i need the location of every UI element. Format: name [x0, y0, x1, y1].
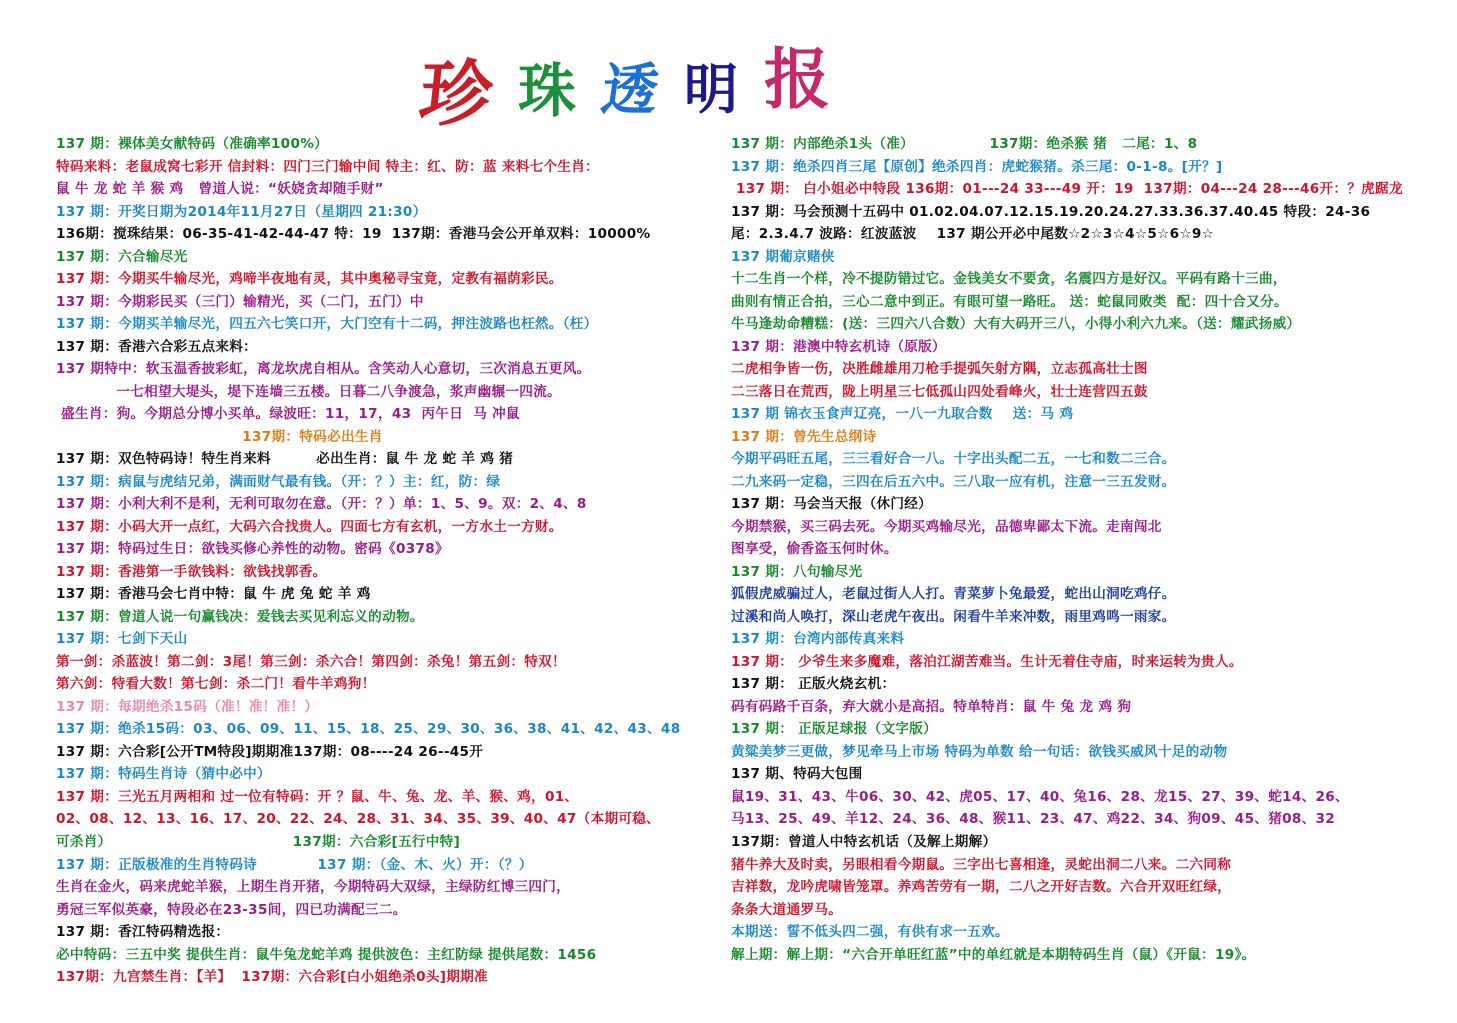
right-text-line: 137 期： 正版足球报（文字版） [731, 721, 938, 738]
right-text-line: 码有码路千百条，弃大就小是高招。特单特肖：鼠 牛 兔 龙 鸡 狗 [731, 698, 1132, 715]
left-text-line: 盛生肖：狗。今期总分博小买单。绿波旺：11，17，43 丙午日 马 冲鼠 [56, 406, 520, 423]
left-text-line: 137 期：开奖日期为2014年11月27日（星期四 21:30） [56, 203, 427, 220]
left-text-line: 勇冠三军似英豪，特段必在23-35间，四已功满配三二。 [56, 901, 407, 918]
left-text-line: 137 期：香港六合彩五点来料： [56, 338, 258, 355]
right-text-line: 黄粱美梦三更做，梦见牵马上市场 特码为单数 给一句话：欲钱买威风十足的动物 [731, 743, 1228, 760]
title-char-3: 透 [597, 57, 663, 123]
left-column [56, 133, 756, 989]
right-text-line: 137 期：八句输尽光 [731, 563, 863, 580]
left-text-line: 137期：九宫禁生肖：【羊】 137期：六合彩[白小姐绝杀0头]期期准 [56, 969, 488, 986]
right-text-line: 条条大道通罗马。 [731, 901, 843, 918]
right-text-line: 解上期：解上期：“六合开单旺红蓝”中的单红就是本期特码生肖（鼠）《开鼠：19》。 [731, 946, 1256, 963]
title-char-2: 珠 [518, 57, 577, 125]
left-text-line: 137 期：病鼠与虎结兄弟，满面财气最有钱。（开：？）主：红，防：绿 [56, 473, 501, 490]
right-text-line: 狐假虎威骗过人，老鼠过街人人打。青菜萝卜兔最爱，蛇出山洞吃鸡仔。 [731, 586, 1176, 603]
right-text-line: 十二生肖一个样，冷不提防错过它。金钱美女不要贪，名震四方是好汉。平码有路十三曲， [731, 271, 1287, 288]
left-text-line: 137 期：今期买牛输尽光，鸡啼半夜地有灵，其中奥秘寻宝竟，定教有福荫彩民。 [56, 271, 563, 288]
left-text-line: 可杀肖） 137期：六合彩[五行中特] [56, 833, 461, 850]
right-text-line: 本期送：誓不低头四二强，有供有求一五欢。 [731, 924, 1009, 941]
left-text-line: 137 期：今期买羊输尽光，四五六七笑口开，大门空有十二码，押注波路也枉然。（枉） [56, 316, 598, 333]
left-text-line: 137 期：六合输尽光 [56, 248, 188, 265]
left-text-line: 137 期特中：软玉温香披彩虹，离龙坎虎自相从。含笑动人心意切，三次消息五更风。 [56, 361, 591, 378]
right-text-line: 137 期、特码大包围 [731, 766, 863, 783]
left-text-line: 137 期：七剑下天山 [56, 631, 188, 648]
left-text-line: 137 期：每期绝杀15码（准！准！准！） [56, 698, 319, 715]
right-text-line: 吉祥数，龙吟虎啸皆笼罩。养鸡苦劳有一期，二八之开好吉数。六合开双旺红绿， [731, 879, 1232, 896]
right-text-line: 鼠19、31、43、牛06、30、42、虎05、17、40、兔16、28、龙15、27、39、蛇14、26、 [731, 788, 1349, 805]
right-text-line: 137 期 锦衣玉食声辽亮，一八一九取合数 送：马 鸡 [731, 406, 1074, 423]
right-text-line: 今期禁猴，买三码去死。今期买鸡输尽光，品德卑鄙太下流。走南闯北 [731, 518, 1162, 535]
right-text-line: 137 期： 少爷生来多魔难，落泊江湖苦难当。生计无着住寺庙，时来运转为贵人。 [731, 653, 1243, 670]
left-text-line: 137 期：特码生肖诗（猜中必中） [56, 766, 271, 783]
left-text-line: 137 期：双色特码诗！特生肖来料 必出生肖：鼠 牛 龙 蛇 羊 鸡 猪 [56, 451, 514, 468]
right-text-line: 图享受，偷香盗玉何时休。 [731, 541, 898, 558]
right-column [731, 133, 1446, 966]
right-text-line: 尾：2.3.4.7 波路：红波蓝波 137 期公开必中尾数☆2☆3☆4☆5☆6☆9☆ [731, 226, 1215, 243]
left-text-line: 生肖在金火，码来虎蛇羊猴，上期生肖开猪，今期特码大双绿，主绿防红博三四门， [56, 879, 571, 896]
left-text-line: 02、08、12、13、16、17、20、22、24、28、31、34、35、39、40、47（本期可稳、 [56, 811, 661, 828]
left-text-line: 必中特码：三五中奖 提供生肖：鼠牛兔龙蛇羊鸡 提供波色：主红防绿 提供尾数：1456 [56, 946, 597, 963]
left-text-line: 137 期：绝杀15码：03、06、09、11、15、18、25、29、30、36、38、41、42、43、48 [56, 721, 681, 738]
right-text-line: 137 期： 正版火烧玄机： [731, 676, 896, 693]
left-text-line: 137 期：今期彩民买（三门）输精光，买（二门，五门）中 [56, 293, 424, 310]
right-text-line: 二虎相争皆一伤，决胜雌雄用刀枪手提弧矢射方隅，立志孤高壮士图 [731, 361, 1148, 378]
right-text-line: 牛马逢劫命糟糕：(送：三四六八合数）大有大码开三八，小得小利六九来。（送：耀武扬威） [731, 316, 1301, 333]
right-text-line: 过溪和尚人唤打，深山老虎午夜出。闲看牛羊来冲数，雨里鸡鸣一雨家。 [731, 608, 1176, 625]
left-text-line: 137 期：裸体美女献特码（准确率100%） [56, 136, 329, 152]
left-text-line: 137 期：香江特码精选报： [56, 924, 230, 941]
left-text-line: 特码来料：老鼠成窝七彩开 信封料：四门三门输中间 特主：红、防：蓝 来料七个生肖： [56, 158, 600, 175]
left-text-line: 一七相望大堤头，堤下连墙三五楼。日暮二八争渡急，浆声幽辗一四流。 [56, 383, 561, 400]
left-text-line: 137 期：香港第一手欲钱料：欲钱找郭香。 [56, 563, 327, 580]
left-text-line: 136期：搅珠结果：06-35-41-42-44-47 特：19 137期：香港马会公开单双料：10000% [56, 226, 651, 243]
title-char-4: 明 [684, 57, 739, 121]
left-text-line: 137 期：小利大利不是利，无利可取勿在意。（开：？）单：1、5、9。双：2、4、8 [56, 496, 587, 513]
left-text-line: 第六剑：特看大数！第七剑：杀二门！看牛羊鸡狗！ [56, 676, 376, 693]
title-char-1: 珍 [415, 51, 497, 136]
right-text-line: 137 期：马会预测十五码中 01.02.04.07.12.15.19.20.24.27.33.36.37.40.45 特段：24-36 [731, 203, 1371, 220]
right-text-line: 二三落日在荒西，陇上明星三七低孤山四处看峰火，壮士连营四五鼓 [731, 383, 1148, 400]
right-text-line: 今期平码旺五尾，三三看好合一八。十字出头配二五，一七和数二三合。 [731, 451, 1176, 468]
left-text-line: 137 期：六合彩[公开TM特段]期期准137期：08----24 26--45开 [56, 743, 484, 760]
right-text-line: 137 期：曾先生总纲诗 [731, 428, 877, 445]
left-text-line: 第一剑：杀蓝波！第二剑：3尾！第三剑：杀六合！第四剑：杀兔！第五剑：特双！ [56, 653, 566, 670]
left-text-line: 137 期：正版极准的生肖特码诗 137 期：（金、木、火）开：（？） [56, 856, 533, 873]
right-text-line: 137 期：马会当天报（休门经） [731, 496, 933, 513]
right-text-line: 137 期：绝杀四肖三尾【原创】绝杀四肖：虎蛇猴猪。杀三尾：0-1-8。[开？] [731, 158, 1223, 175]
right-text-line: 137期：曾道人中特玄机话（及解上期解） [731, 833, 997, 850]
right-text-line: 猪牛养大及时卖，另眼相看今期鼠。三字出七喜相逢，灵蛇出洞二八来。二六同称 [731, 856, 1232, 873]
title-char-5: 报 [764, 40, 831, 118]
right-text-line: 137 期： 白小姐必中特段 136期：01---24 33---49 开：19 137期：04---24 28---46开：？虎踞龙 [731, 181, 1403, 198]
right-text-line: 137 期：内部绝杀1头（准） 137期：绝杀猴 猪 二尾：1、8 [731, 136, 1198, 152]
left-text-line: 137 期：特码过生日：欲钱买修心养性的动物。密码《0378》 [56, 541, 449, 558]
right-text-line: 曲则有情正合拍，三心二意中到正。有眼可望一路旺。 送：蛇鼠同败类 配：四十合又分。 [731, 293, 1288, 310]
right-text-line: 二九来码一定稳，三四在后五六中。三八取一应有机，注意一三五发财。 [731, 473, 1176, 490]
left-text-line: 鼠 牛 龙 蛇 羊 猴 鸡 曾道人说：“妖娆贪却随手财” [56, 181, 384, 198]
left-text-line: 137 期：三光五月两相和 过一位有特码：开 ？鼠、牛、兔、龙、羊、猴、鸡，01、 [56, 788, 579, 805]
right-text-line: 137 期：台湾内部传真来料 [731, 631, 905, 648]
left-text-line: 137期：特码必出生肖 [56, 428, 383, 445]
right-text-line: 137 期：港澳中特玄机诗（原版） [731, 338, 946, 355]
left-text-line: 137 期：曾道人说一句赢钱决：爱钱去买见利忘义的动物。 [56, 608, 424, 625]
right-text-line: 137 期葡京赌侠 [731, 248, 835, 265]
newspaper-title [415, 20, 831, 136]
right-text-line: 马13、25、49、羊12、24、36、48、猴11、23、47、鸡22、34、狗09、45、猪08、32 [731, 811, 1336, 828]
left-text-line: 137 期：小码大开一点红，大码六合找贵人。四面七方有玄机，一方水土一方财。 [56, 518, 563, 535]
left-text-line: 137 期：香港马会七肖中特：鼠 牛 虎 兔 蛇 羊 鸡 [56, 586, 371, 603]
